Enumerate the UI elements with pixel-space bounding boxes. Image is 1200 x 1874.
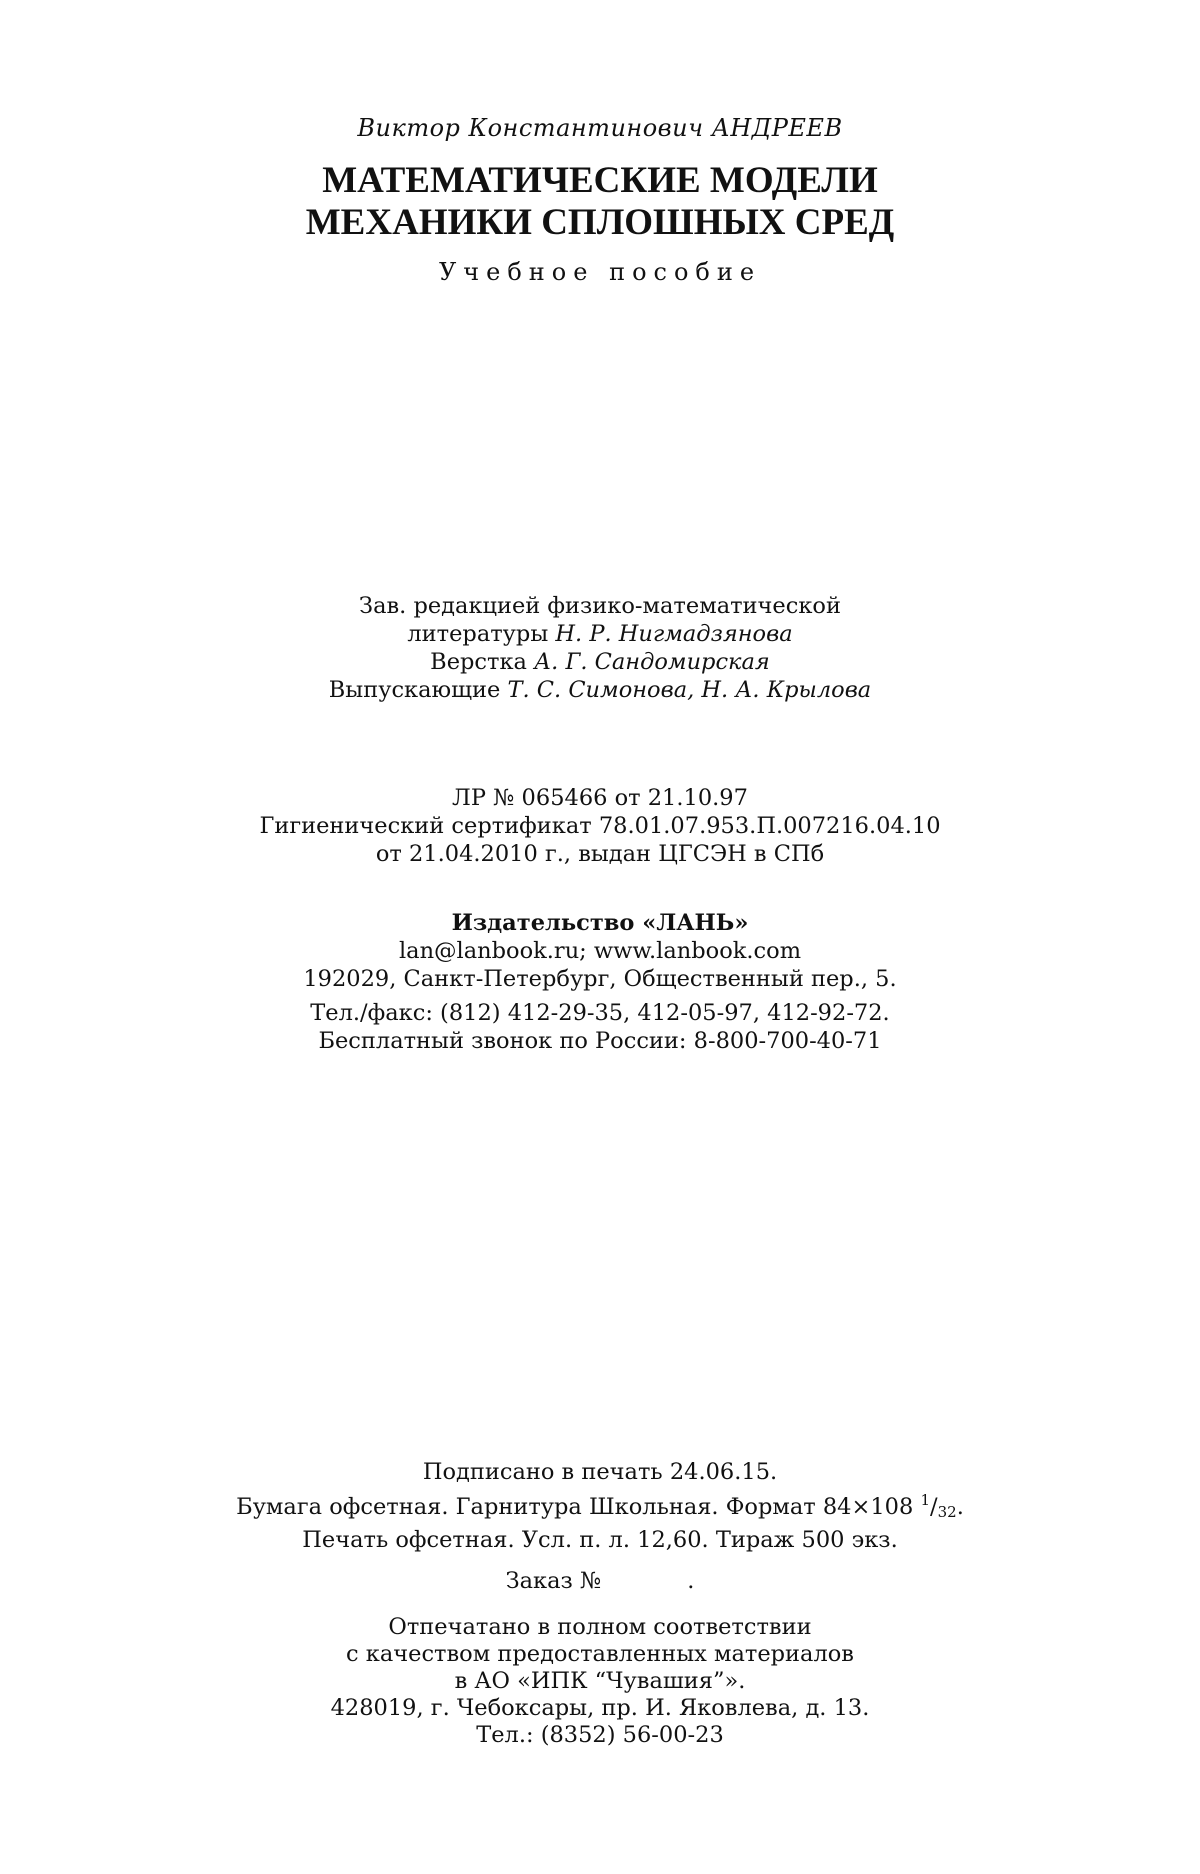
hygiene-certificate: Гигиенический сертификат 78.01.07.953.П.007216.04.10	[259, 813, 941, 839]
printhouse-phone: Тел.: (8352) 56-00-23	[476, 1722, 724, 1748]
order-line	[0, 1568, 1200, 1594]
release-names: Т. С. Симонова, Н. А. Крылова	[507, 677, 872, 703]
book-title	[0, 160, 1200, 244]
license-info	[0, 784, 1200, 868]
title-line-2: МЕХАНИКИ СПЛОШНЫХ СРЕД	[305, 202, 895, 243]
print-run: Печать офсетная. Усл. п. л. 12,60. Тираж 500 экз.	[302, 1527, 898, 1553]
layout-line	[0, 648, 1200, 676]
lr-number: ЛР № 065466 от 21.10.97	[452, 785, 748, 811]
editor-role: литературы	[407, 621, 556, 647]
author-line: Виктор Константинович АНДРЕЕВ	[357, 114, 843, 142]
publisher-info	[0, 909, 1200, 1055]
printing-house	[0, 1614, 1200, 1749]
editor-role-line: Зав. редакцией физико-математической	[359, 593, 841, 619]
release-line	[0, 676, 1200, 704]
printhouse-line-1: Отпечатано в полном соответствии	[388, 1614, 812, 1640]
author-name	[0, 114, 1200, 142]
paper-suffix: .	[956, 1494, 964, 1520]
order-label: Заказ №	[505, 1568, 602, 1594]
printhouse-line-3: в АО «ИПК “Чувашия”».	[454, 1668, 746, 1694]
publisher-address: 192029, Санкт-Петербург, Общественный пер., 5.	[303, 966, 897, 992]
release-role: Выпускающие	[328, 677, 508, 703]
printhouse-line-2: с качеством предоставленных материалов	[346, 1641, 854, 1667]
paper-info: Бумага офсетная. Гарнитура Школьная. Формат 84×108	[236, 1494, 921, 1520]
order-end: .	[687, 1568, 695, 1594]
subtitle-line: Учебное пособие	[438, 258, 762, 286]
format-numerator: 1	[920, 1491, 930, 1509]
paper-format-line: Бумага офсетная. Гарнитура Школьная. Формат 84×108 $^1/_{32}$.	[236, 1491, 964, 1521]
order-number	[0, 1568, 1200, 1594]
editor-line	[0, 620, 1200, 648]
editorial-staff	[0, 592, 1200, 704]
publisher-hotline: Бесплатный звонок по России: 8-800-700-40-71	[318, 1028, 882, 1054]
printhouse-address: 428019, г. Чебоксары, пр. И. Яковлева, д. 13.	[330, 1695, 870, 1721]
publisher-contacts: lan@lanbook.ru; www.lanbook.com	[398, 938, 802, 964]
layout-name: А. Г. Сандомирская	[534, 649, 770, 675]
layout-role: Верстка	[430, 649, 535, 675]
title-line-1: МАТЕМАТИЧЕСКИЕ МОДЕЛИ	[322, 160, 878, 201]
book-subtitle	[0, 258, 1200, 286]
certificate-issued: от 21.04.2010 г., выдан ЦГСЭН в СПб	[375, 841, 825, 867]
signed-date: Подписано в печать 24.06.15.	[422, 1459, 778, 1485]
publisher-name: Издательство «ЛАНЬ»	[451, 910, 749, 936]
publisher-phones: Тел./факс: (812) 412-29-35, 412-05-97, 412-92-72.	[310, 1000, 890, 1026]
format-denominator: 32	[937, 1503, 957, 1521]
printing-info	[0, 1458, 1200, 1554]
editor-name: Н. Р. Нигмадзянова	[555, 621, 793, 647]
